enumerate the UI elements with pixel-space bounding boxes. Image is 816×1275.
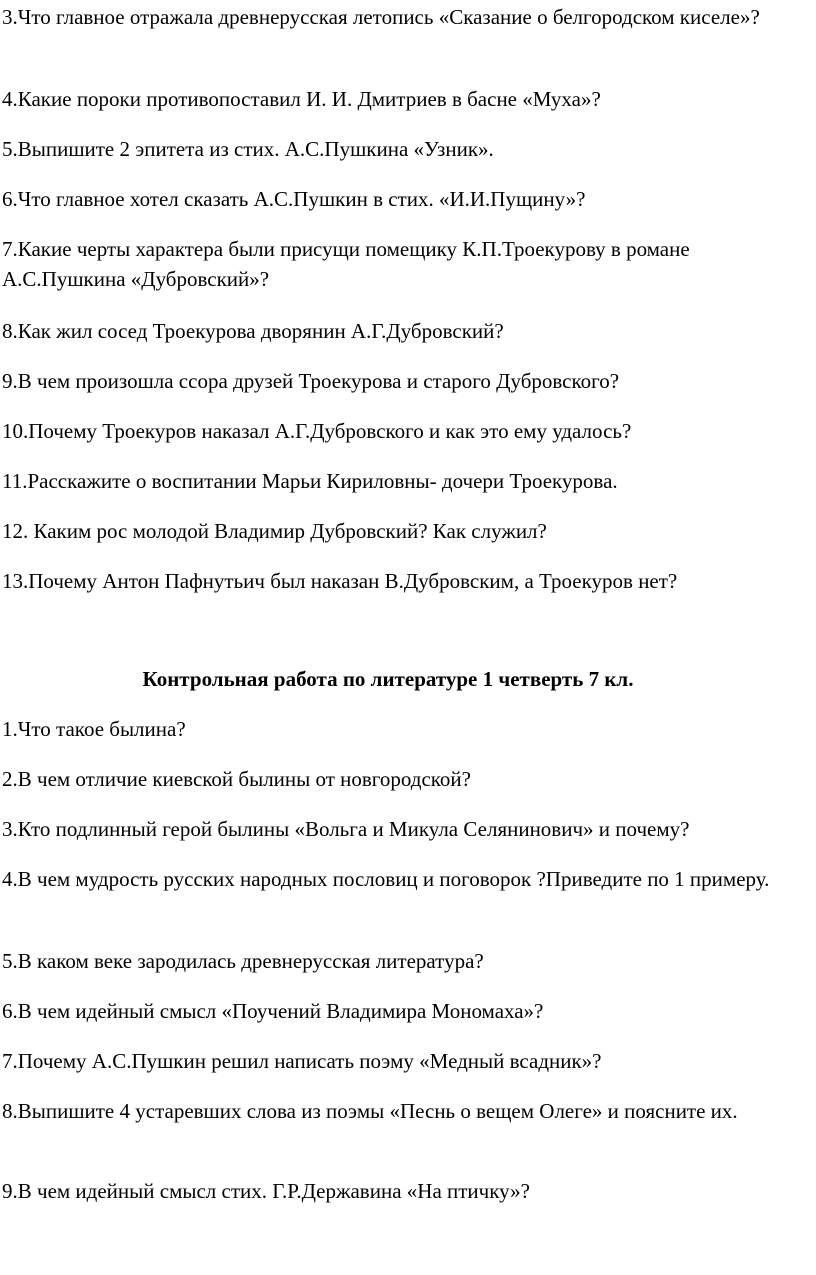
test-question-3: 3.Кто подлинный герой былины «Вольга и Микула Селянинович» и почему?: [2, 817, 690, 841]
question-11: 11.Расскажите о воспитании Марьи Кириловны- дочери Троекурова.: [2, 469, 618, 493]
test-question-8: 8.Выпишите 4 устаревших слова из поэмы «Песнь о вещем Олеге» и поясните их.: [2, 1099, 738, 1123]
question-12: 12. Каким рос молодой Владимир Дубровский? Как служил?: [2, 519, 547, 543]
test-question-1: 1.Что такое былина?: [2, 717, 186, 741]
test-question-9: 9.В чем идейный смысл стих. Г.Р.Державина «На птичку»?: [2, 1179, 530, 1203]
test-question-5: 5.В каком веке зародилась древнерусская литература?: [2, 949, 484, 973]
test-heading: Контрольная работа по литературе 1 четверть 7 кл.: [142, 667, 634, 691]
question-10: 10.Почему Троекуров наказал А.Г.Дубровского и как это ему удалось?: [2, 419, 632, 443]
test-question-6: 6.В чем идейный смысл «Поучений Владимира Мономаха»?: [2, 999, 544, 1023]
question-4: 4.Какие пороки противопоставил И. И. Дмитриев в басне «Муха»?: [2, 87, 601, 111]
question-7: 7.Какие черты характера были присущи помещику К.П.Троекурову в романе А.С.Пушкина «Дубровский»?: [2, 237, 690, 291]
question-13: 13.Почему Антон Пафнутьич был наказан В.Дубровским, а Троекуров нет?: [2, 569, 678, 593]
question-6: 6.Что главное хотел сказать А.С.Пушкин в стих. «И.И.Пущину»?: [2, 187, 586, 211]
test-question-2: 2.В чем отличие киевской былины от новгородской?: [2, 767, 471, 791]
question-3: 3.Что главное отражала древнерусская летопись «Сказание о белгородском киселе»?: [2, 5, 760, 29]
question-5: 5.Выпишите 2 эпитета из стих. А.С.Пушкина «Узник».: [2, 137, 494, 161]
test-question-7: 7.Почему А.С.Пушкин решил написать поэму «Медный всадник»?: [2, 1049, 602, 1073]
question-8: 8.Как жил сосед Троекурова дворянин А.Г.Дубровский?: [2, 319, 504, 343]
test-question-4: 4.В чем мудрость русских народных пословиц и поговорок ?Приведите по 1 примеру.: [2, 867, 770, 891]
question-9: 9.В чем произошла ссора друзей Троекурова и старого Дубровского?: [2, 369, 620, 393]
